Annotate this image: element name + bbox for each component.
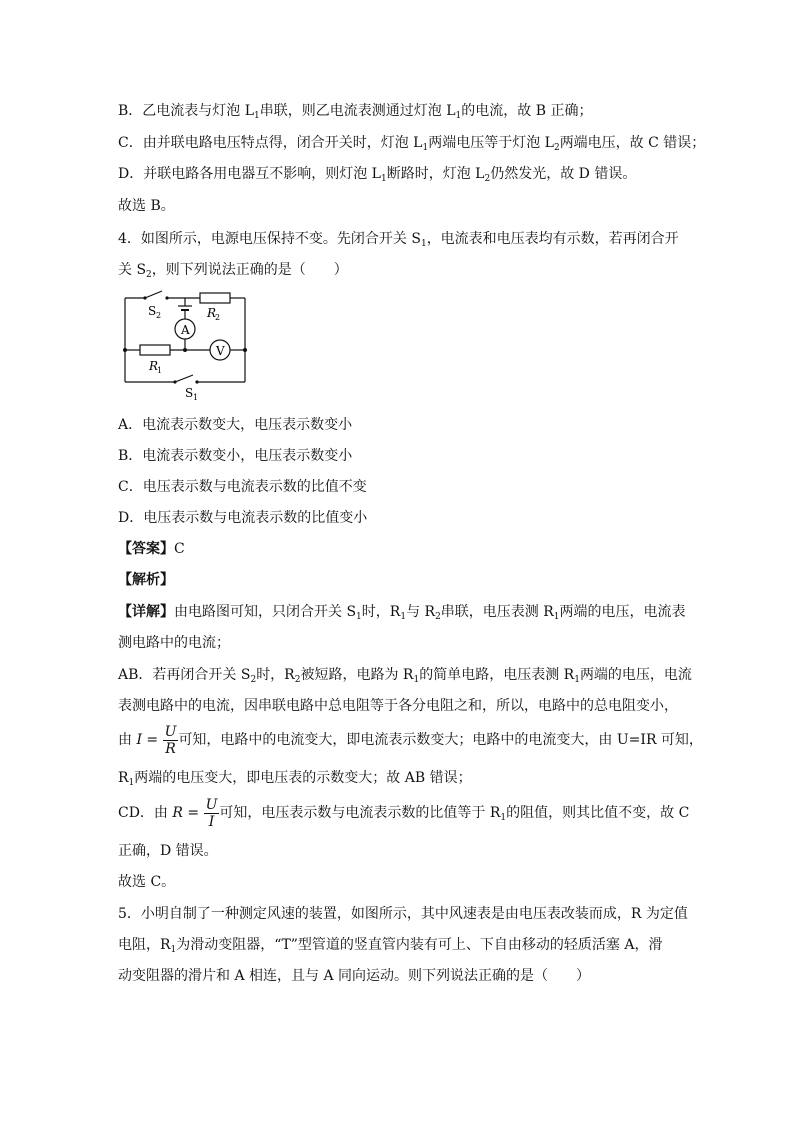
r2-label-sub: 2	[215, 313, 221, 322]
s1-label: S	[185, 386, 194, 400]
s2-label: S	[148, 304, 157, 318]
r2-label: R	[207, 306, 217, 320]
ohm-law-fraction: $\frac{U}{R}$	[164, 723, 177, 757]
s1-label-sub: 1	[193, 393, 199, 400]
r1-label: R	[149, 359, 159, 373]
answer-value: C	[174, 541, 185, 557]
q5-line-1: 5．小明自制了一种测定风速的装置，如图所示，其中风速表是由电压表改装而成，R 为定值	[118, 906, 688, 922]
s1-switch-blade	[175, 375, 193, 382]
answer-tag: 【答案】	[118, 541, 174, 557]
q4-circuit-diagram	[115, 288, 255, 400]
q4-option-d: D．电压表示数与电流表示数的比值变小	[118, 510, 368, 526]
q4-cd-line-1: CD．由 R = $\frac{U}{I}$ 可知，电压表示数与电流表示数的比值等于 $R_1$的阻值，则其比值不变，故 C	[118, 796, 690, 830]
resistance-fraction: $\frac{U}{I}$	[205, 796, 218, 830]
prev-answer-line-b: B．乙电流表与灯泡 $L_1$串联，则乙电流表测通过灯泡 $L_1$的电流，故 B 正确；	[118, 103, 593, 121]
s2-switch-blade	[145, 291, 162, 298]
q4-conclusion: 故选 C。	[118, 874, 176, 890]
s2-label-sub: 2	[156, 311, 162, 320]
r2-resistor	[200, 293, 230, 303]
prev-answer-conclusion: 故选 B。	[118, 198, 175, 214]
r1-resistor	[140, 345, 170, 355]
q4-analysis-tag: 【解析】	[118, 572, 174, 588]
prev-answer-line-c: C．由并联电路电压特点得，闭合开关时，灯泡 $L_1$两端电压等于灯泡 $L_2$两端电压，故 C 错误；	[118, 135, 706, 153]
voltmeter-label: V	[216, 344, 225, 358]
q4-detail-line-2: 测电路中的电流；	[118, 635, 230, 651]
q4-option-b: B．电流表示数变小，电压表示数变小	[118, 448, 353, 464]
q4-option-c: C．电压表示数与电流表示数的比值不变	[118, 479, 367, 495]
q4-ab-line-3: 由 I = $\frac{U}{R}$ 可知，电路中的电流变大，即电流表示数变大；电路中的电流变大，由 U=IR 可知，	[118, 723, 703, 757]
prev-answer-line-d: D．并联电路各用电器互不影响，则灯泡 $L_1$断路时，灯泡 $L_2$仍然发光，故 D 错误。	[118, 166, 637, 184]
q5-line-2: 电阻，$R_1$为滑动变阻器，“T”型管道的竖直管内装有可上、下自由移动的轻质活塞 A，滑	[118, 937, 663, 955]
q4-ab-line-4: $R_1$两端的电压变大，即电压表的示数变大；故 AB 错误；	[118, 770, 472, 788]
q4-cd-line-2: 正确，D 错误。	[118, 843, 218, 859]
r1-label-sub: 1	[157, 366, 163, 375]
q4-option-a: A．电流表示数变大，电压表示数变小	[118, 417, 353, 433]
q4-ab-line-2: 表测电路中的电流，因串联电路中总电阻等于各分电阻之和，所以，电路中的总电阻变小，	[118, 698, 678, 714]
ammeter-label: A	[181, 323, 190, 337]
q4-detail-line-1: 【详解】由电路图可知，只闭合开关 $S_1$时，$R_1$与 $R_2$串联，电压表测 $R_1$两端的电压，电流表	[118, 604, 686, 622]
q4-answer	[118, 539, 185, 559]
q4-stem-line-2: 关 $S_2$，则下列说法正确的是（ ）	[118, 262, 348, 280]
q5-line-3: 动变阻器的滑片和 A 相连，且与 A 同向运动。则下列说法正确的是（ ）	[118, 968, 591, 984]
q4-stem-line-1: 4．如图所示，电源电压保持不变。先闭合开关 $S_1$，电流表和电压表均有示数，若再闭合开	[118, 231, 679, 249]
q4-ab-line-1: AB．若再闭合开关 $S_2$时，$R_2$被短路，电路为 $R_1$的简单电路，电压表测 $R_1$两端的电压，电流	[118, 667, 692, 685]
